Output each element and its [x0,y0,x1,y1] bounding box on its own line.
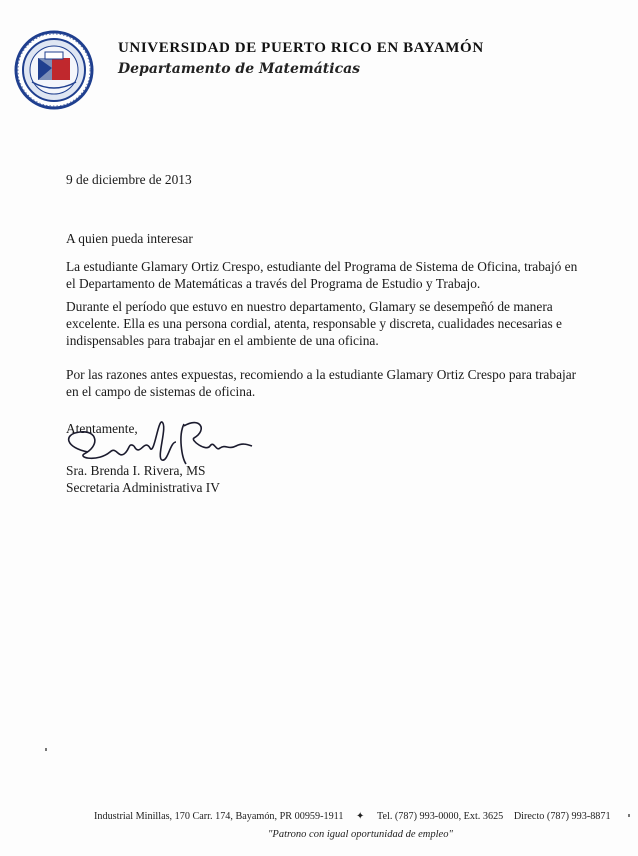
footer-motto: "Patrono con igual oportunidad de empleo" [268,829,453,840]
paragraph-1 [66,258,577,292]
footer-contact [94,811,611,822]
university-seal-logo [14,30,94,110]
paragraph-2-line-2: excelente. Ella es una persona cordial, atenta, responsable y discreta, cualidades necesarias e [66,316,562,331]
letter-date: 9 de diciembre de 2013 [66,172,192,187]
signer-title: Secretaria Administrativa IV [66,480,220,495]
footer-phone: Tel. (787) 993-0000, Ext. 3625 [376,811,504,822]
footer-address: Industrial Minillas, 170 Carr. 174, Bayamón, PR 00959-1911 [94,811,344,822]
paragraph-1-line-2: el Departamento de Matemáticas a través del Programa de Estudio y Trabajo. [66,276,481,291]
department-name: Departamento de Matemáticas [118,61,361,77]
paragraph-2-line-3: indispensables para trabajar en el ambiente de una oficina. [66,333,379,348]
scan-speck [628,814,630,817]
paragraph-2-line-1: Durante el período que estuvo en nuestro departamento, Glamary se desempeñó de manera [66,299,553,314]
footer-direct-phone: Directo (787) 993-8871 [513,811,611,822]
institution-name: UNIVERSIDAD DE PUERTO RICO EN BAYAMÓN [118,40,484,56]
paragraph-3 [66,366,576,400]
signer-name: Sra. Brenda I. Rivera, MS [66,463,206,478]
paragraph-3-line-1: Por las razones antes expuestas, recomiendo a la estudiante Glamary Ortiz Crespo para trabajar [66,367,577,382]
salutation: A quien pueda interesar [66,231,193,246]
paragraph-3-line-2: en el campo de sistemas de oficina. [66,384,256,399]
paragraph-1-line-1: La estudiante Glamary Ortiz Crespo, estudiante del Programa de Sistema de Oficina, trabajó en [66,259,578,274]
scan-speck [45,748,47,751]
paragraph-2 [66,298,562,349]
closing: Atentamente, [66,421,138,436]
star-separator-icon: ✦ [356,811,365,822]
